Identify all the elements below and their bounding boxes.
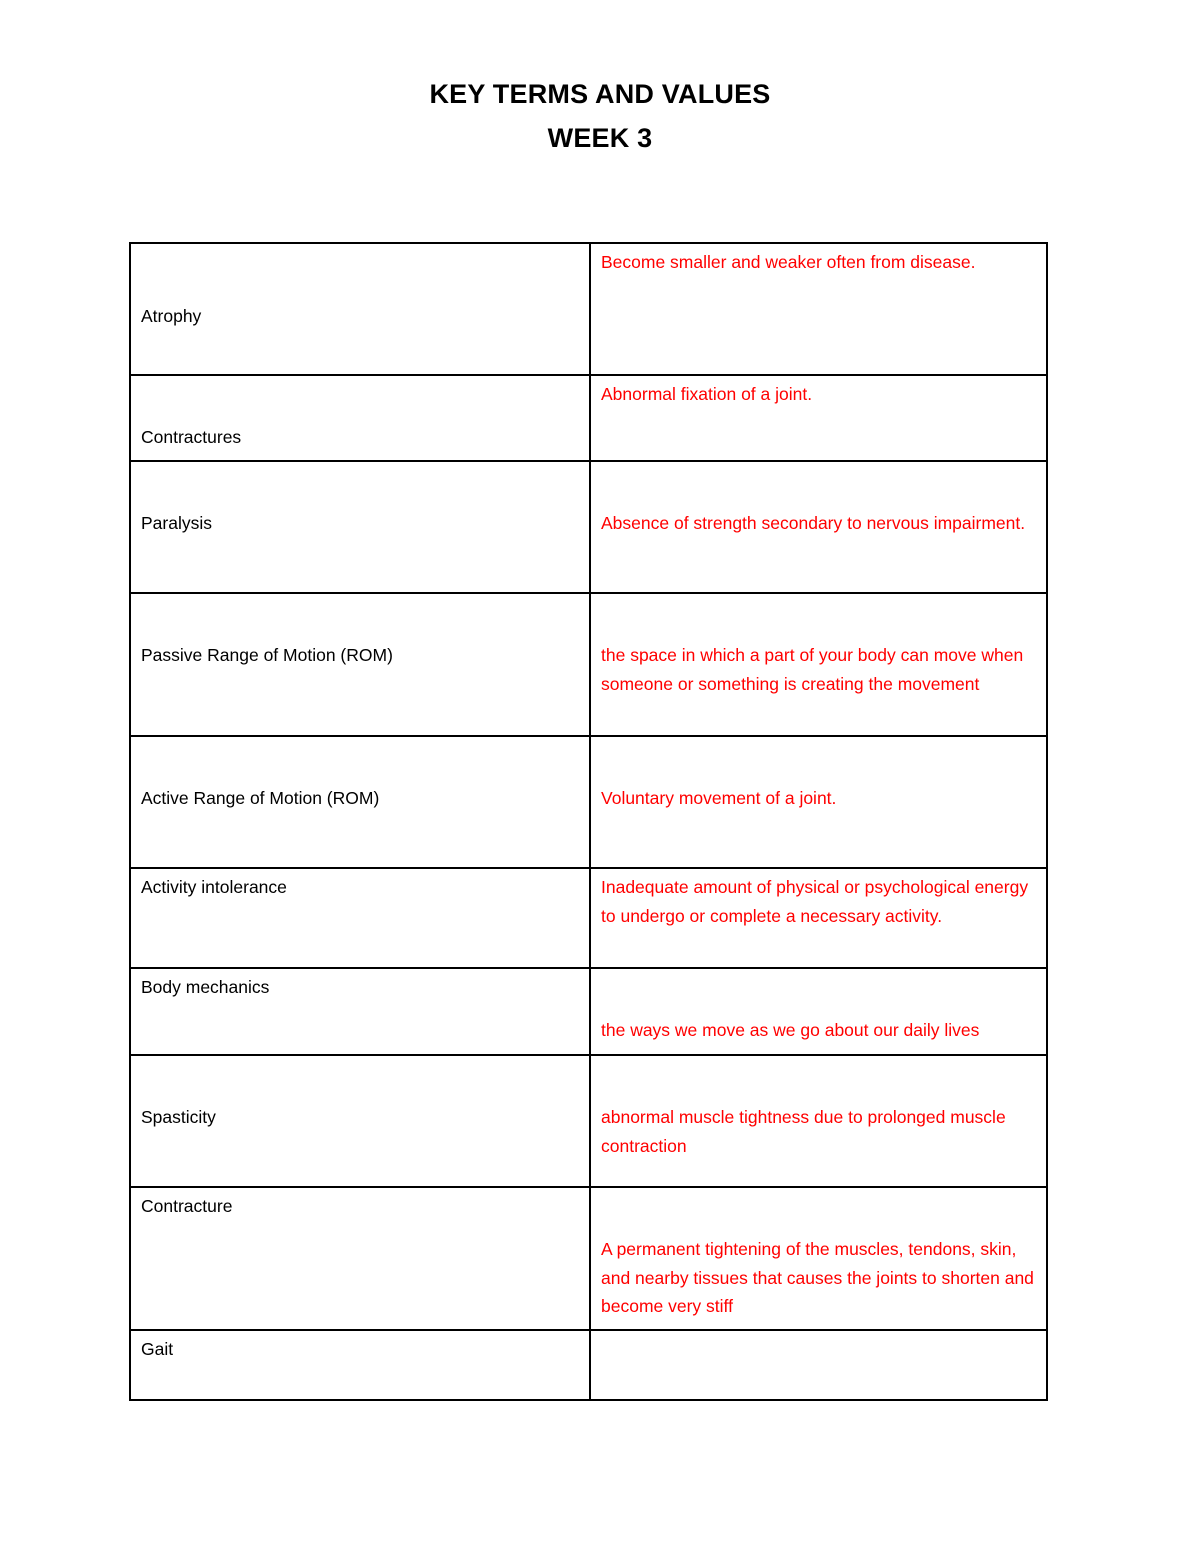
definition-cell [590, 593, 1047, 736]
term-label: Contractures [141, 427, 242, 447]
definition-cell [590, 375, 1047, 461]
definition-text: the space in which a part of your body can move when someone or something is creating the movement [601, 645, 1024, 694]
table-row [130, 868, 1047, 968]
term-cell [130, 375, 590, 461]
definition-cell [590, 1055, 1047, 1187]
definition-cell [590, 461, 1047, 593]
key-terms-table [129, 242, 1048, 1401]
term-cell [130, 593, 590, 736]
definition-cell [590, 868, 1047, 968]
definition-text: Absence of strength secondary to nervous impairment. [601, 513, 1026, 533]
term-cell [130, 1330, 590, 1400]
term-label: Contracture [141, 1196, 233, 1216]
table-row [130, 593, 1047, 736]
definition-cell [590, 1330, 1047, 1400]
definition-cell [590, 243, 1047, 375]
table-row [130, 375, 1047, 461]
term-label: Spasticity [141, 1107, 216, 1127]
definition-text: abnormal muscle tightness due to prolonged muscle contraction [601, 1107, 1006, 1156]
table-row [130, 1330, 1047, 1400]
document-header [0, 72, 1200, 160]
term-label: Paralysis [141, 513, 212, 533]
document-subtitle: WEEK 3 [547, 123, 653, 153]
term-label: Body mechanics [141, 977, 270, 997]
term-cell [130, 461, 590, 593]
definition-cell [590, 1187, 1047, 1330]
term-cell [130, 968, 590, 1055]
table-row [130, 1055, 1047, 1187]
table-row [130, 1187, 1047, 1330]
term-label: Passive Range of Motion (ROM) [141, 645, 393, 665]
term-cell [130, 243, 590, 375]
definition-cell [590, 968, 1047, 1055]
definition-text: the ways we move as we go about our daily lives [601, 1020, 980, 1040]
term-cell [130, 868, 590, 968]
definition-text: Voluntary movement of a joint. [601, 788, 837, 808]
term-label: Activity intolerance [141, 877, 287, 897]
table-row [130, 243, 1047, 375]
definition-text: Inadequate amount of physical or psychological energy to undergo or complete a necessary activity. [601, 877, 1029, 926]
term-label: Gait [141, 1339, 174, 1359]
document-title: KEY TERMS AND VALUES [429, 79, 771, 109]
definition-cell [590, 736, 1047, 868]
table-row [130, 461, 1047, 593]
term-cell [130, 1187, 590, 1330]
definition-text: A permanent tightening of the muscles, tendons, skin, and nearby tissues that causes the joints to shorten and become very stiff [601, 1239, 1034, 1316]
term-label: Active Range of Motion (ROM) [141, 788, 380, 808]
definition-text: Become smaller and weaker often from disease. [601, 252, 976, 272]
term-cell [130, 1055, 590, 1187]
table-row [130, 736, 1047, 868]
table-row [130, 968, 1047, 1055]
term-cell [130, 736, 590, 868]
term-label: Atrophy [141, 305, 202, 326]
definition-text: Abnormal fixation of a joint. [601, 384, 813, 404]
